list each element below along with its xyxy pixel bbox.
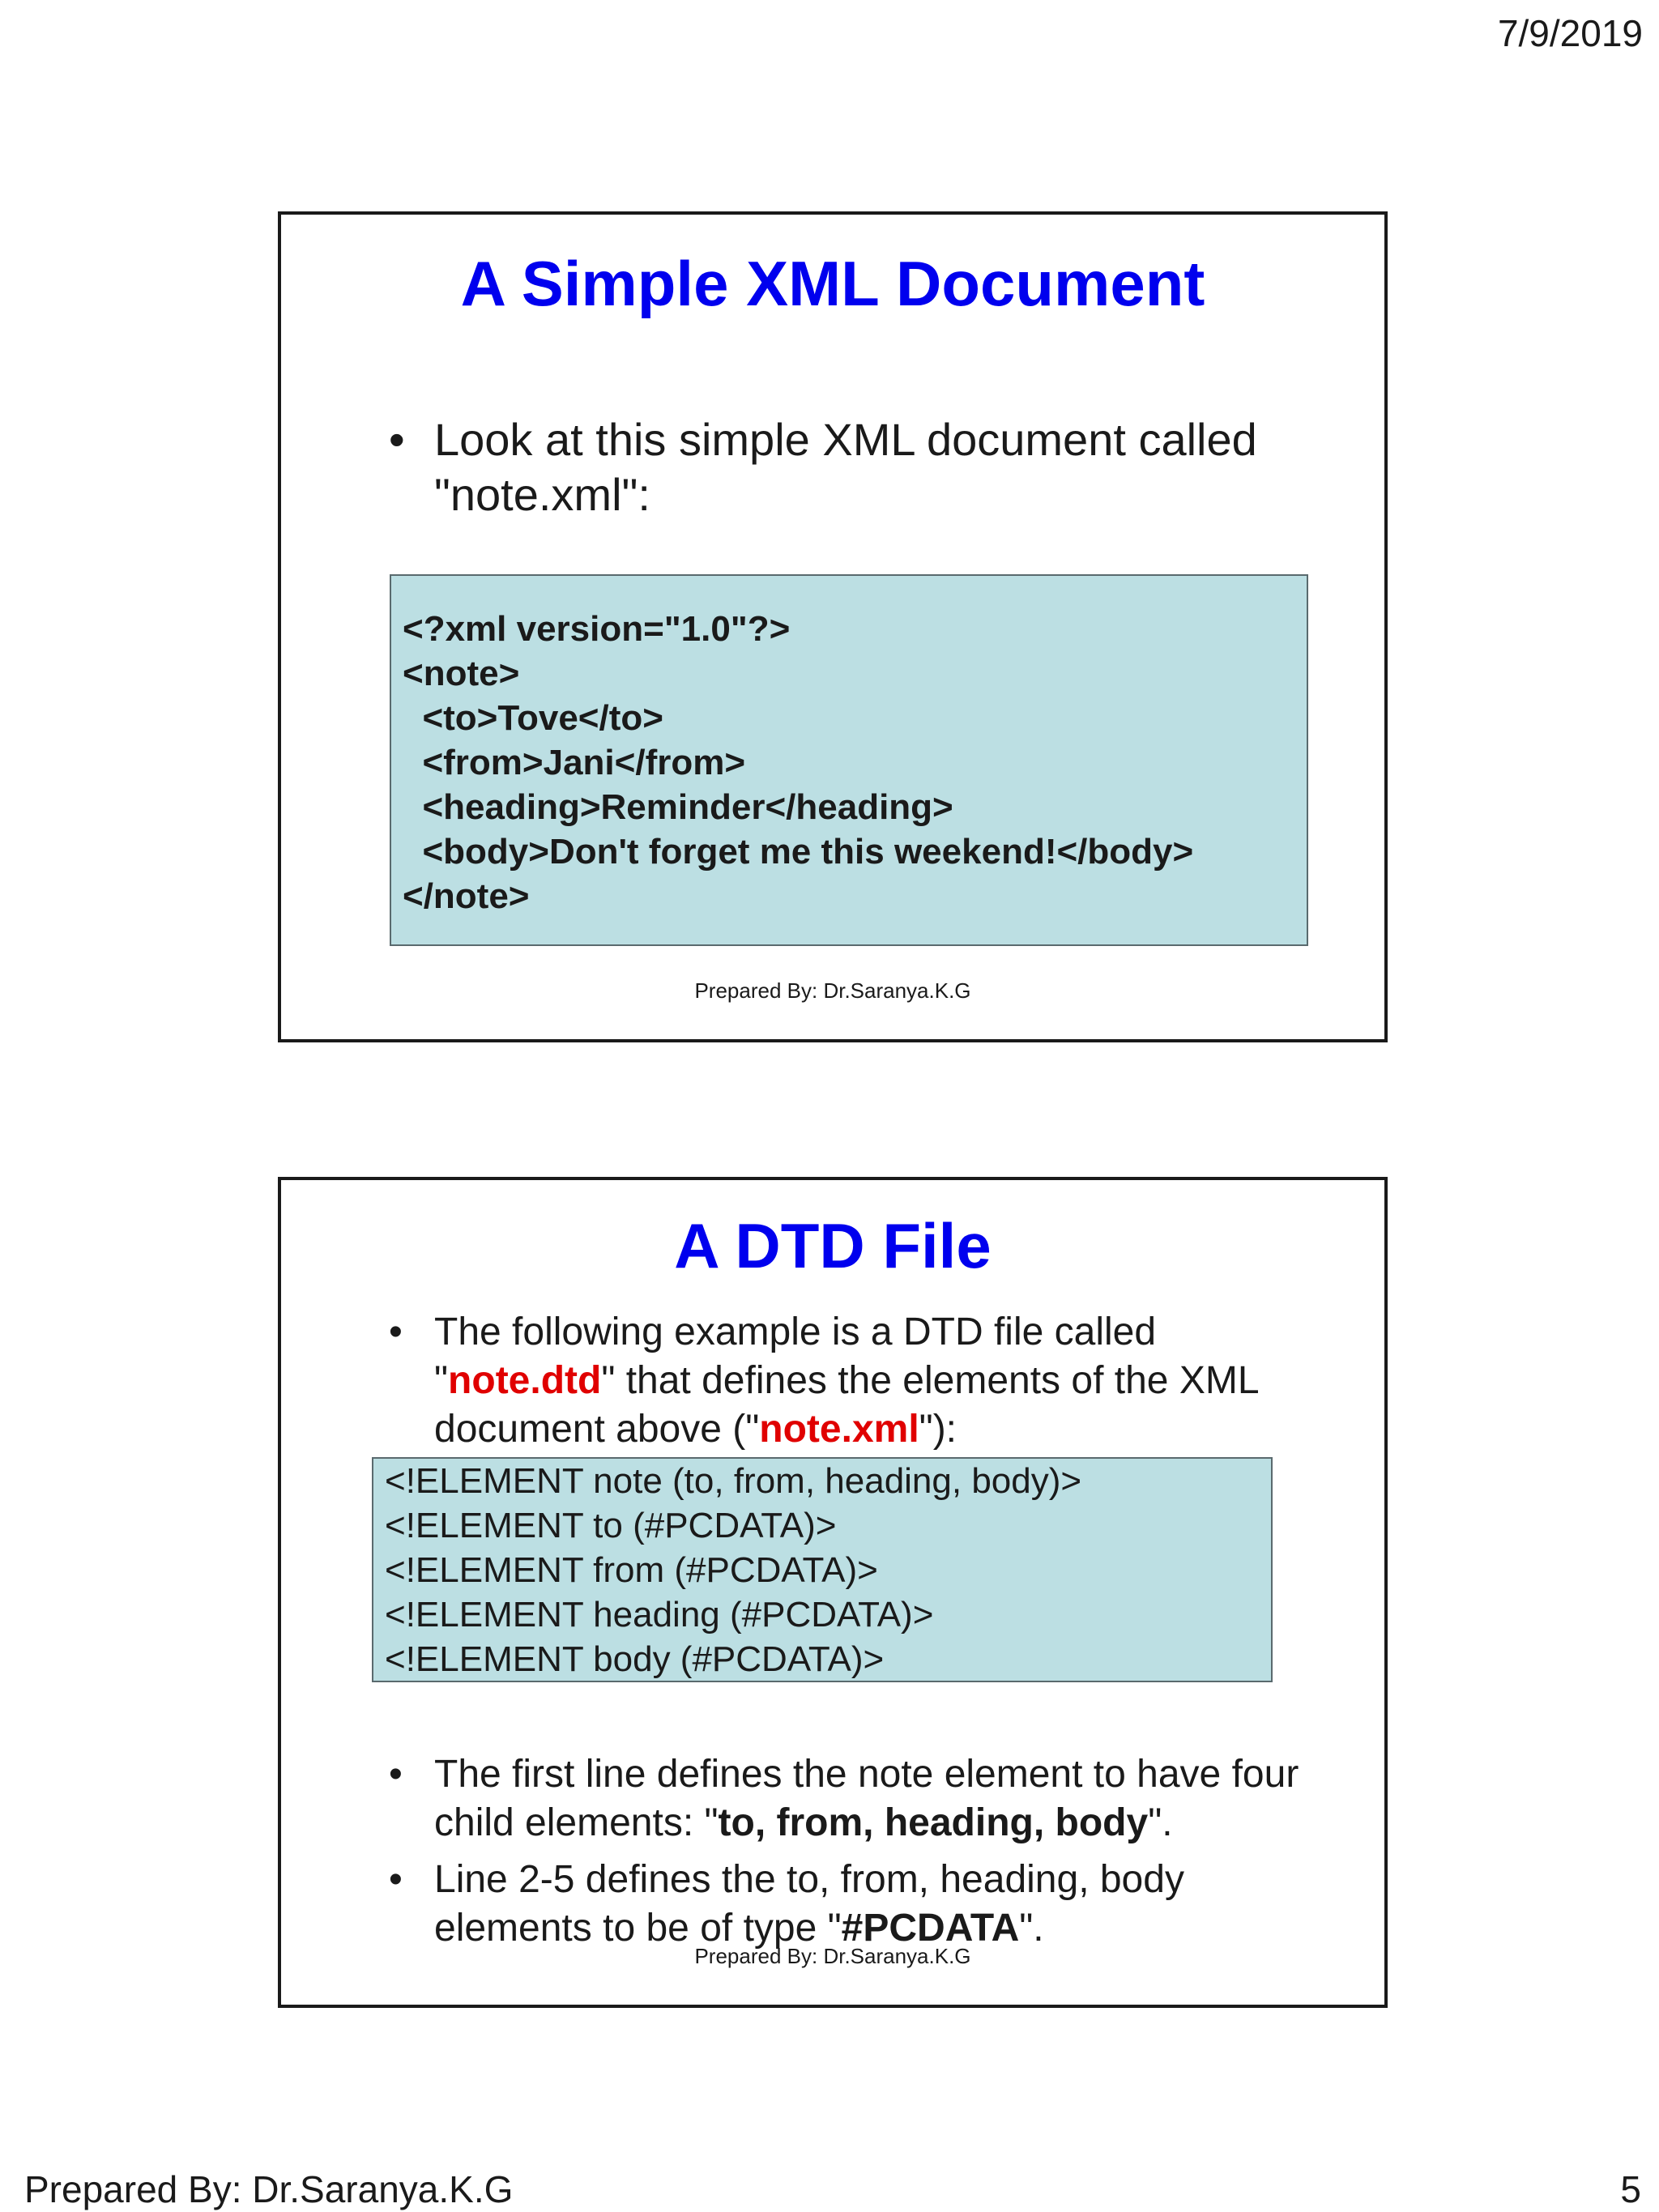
code-line: <?xml version="1.0"?> [403,609,791,649]
page-footer: Prepared By: Dr.Saranya.K.G [24,2168,514,2210]
xml-code-box [390,574,1308,946]
bullet-text: The following example is a DTD file called " [434,1311,1157,1402]
bold-text: #PCDATA [841,1907,1020,1950]
code-line: <!ELEMENT body (#PCDATA)> [385,1639,885,1679]
code-line: <!ELEMENT to (#PCDATA)> [385,1506,837,1545]
bullet-text: " that defines the elements of the XML document above (" [434,1359,1258,1451]
code-line: <!ELEMENT heading (#PCDATA)> [385,1595,934,1634]
page-date: 7/9/2019 [1497,12,1643,54]
code-line: <note> [403,654,520,693]
bullet-text: The first line defines the note element to have four child elements: " [434,1753,1299,1844]
slide-simple-xml-document [278,211,1388,1042]
bullet-dot-icon: • [389,414,405,465]
slide-title: A DTD File [674,1210,992,1281]
slide-footer: Prepared By: Dr.Saranya.K.G [694,1944,971,1968]
code-line: <heading>Reminder</heading> [403,787,953,827]
bullet-item [389,1750,1328,1848]
code-line: <from>Jani</from> [403,743,746,782]
dtd-code-box [372,1457,1273,1682]
highlight-filename: note.dtd [448,1359,602,1402]
code-line: </note> [403,876,530,916]
bullet-dot-icon: • [389,1311,403,1353]
bullet-text: Look at this simple XML document called "note.xml": [434,414,1257,520]
slide-title: A Simple XML Document [460,248,1205,319]
bullet-dot-icon: • [389,1858,403,1901]
bullet-item [389,1308,1328,1454]
bullet-dot-icon: • [389,1753,403,1796]
slide-footer: Prepared By: Dr.Saranya.K.G [694,978,971,1003]
code-line: <!ELEMENT from (#PCDATA)> [385,1550,878,1590]
highlight-filename: note.xml [759,1408,919,1451]
bullet-text: "): [919,1408,957,1451]
code-line: <body>Don't forget me this weekend!</body> [403,832,1194,872]
bullet-text: Line 2-5 defines the to, from, heading, body elements to be of type " [434,1858,1184,1950]
bullet-item [389,1856,1328,1953]
code-line: <!ELEMENT note (to, from, heading, body)> [385,1461,1082,1501]
slide-dtd-file [278,1177,1388,2008]
bullet-item [389,412,1328,522]
bullet-text: ". [1019,1907,1044,1950]
code-line: <to>Tove</to> [403,698,663,738]
bold-text: to, from, heading, body [718,1801,1149,1844]
page-number: 5 [1620,2168,1641,2210]
bullet-text: ". [1148,1801,1173,1844]
